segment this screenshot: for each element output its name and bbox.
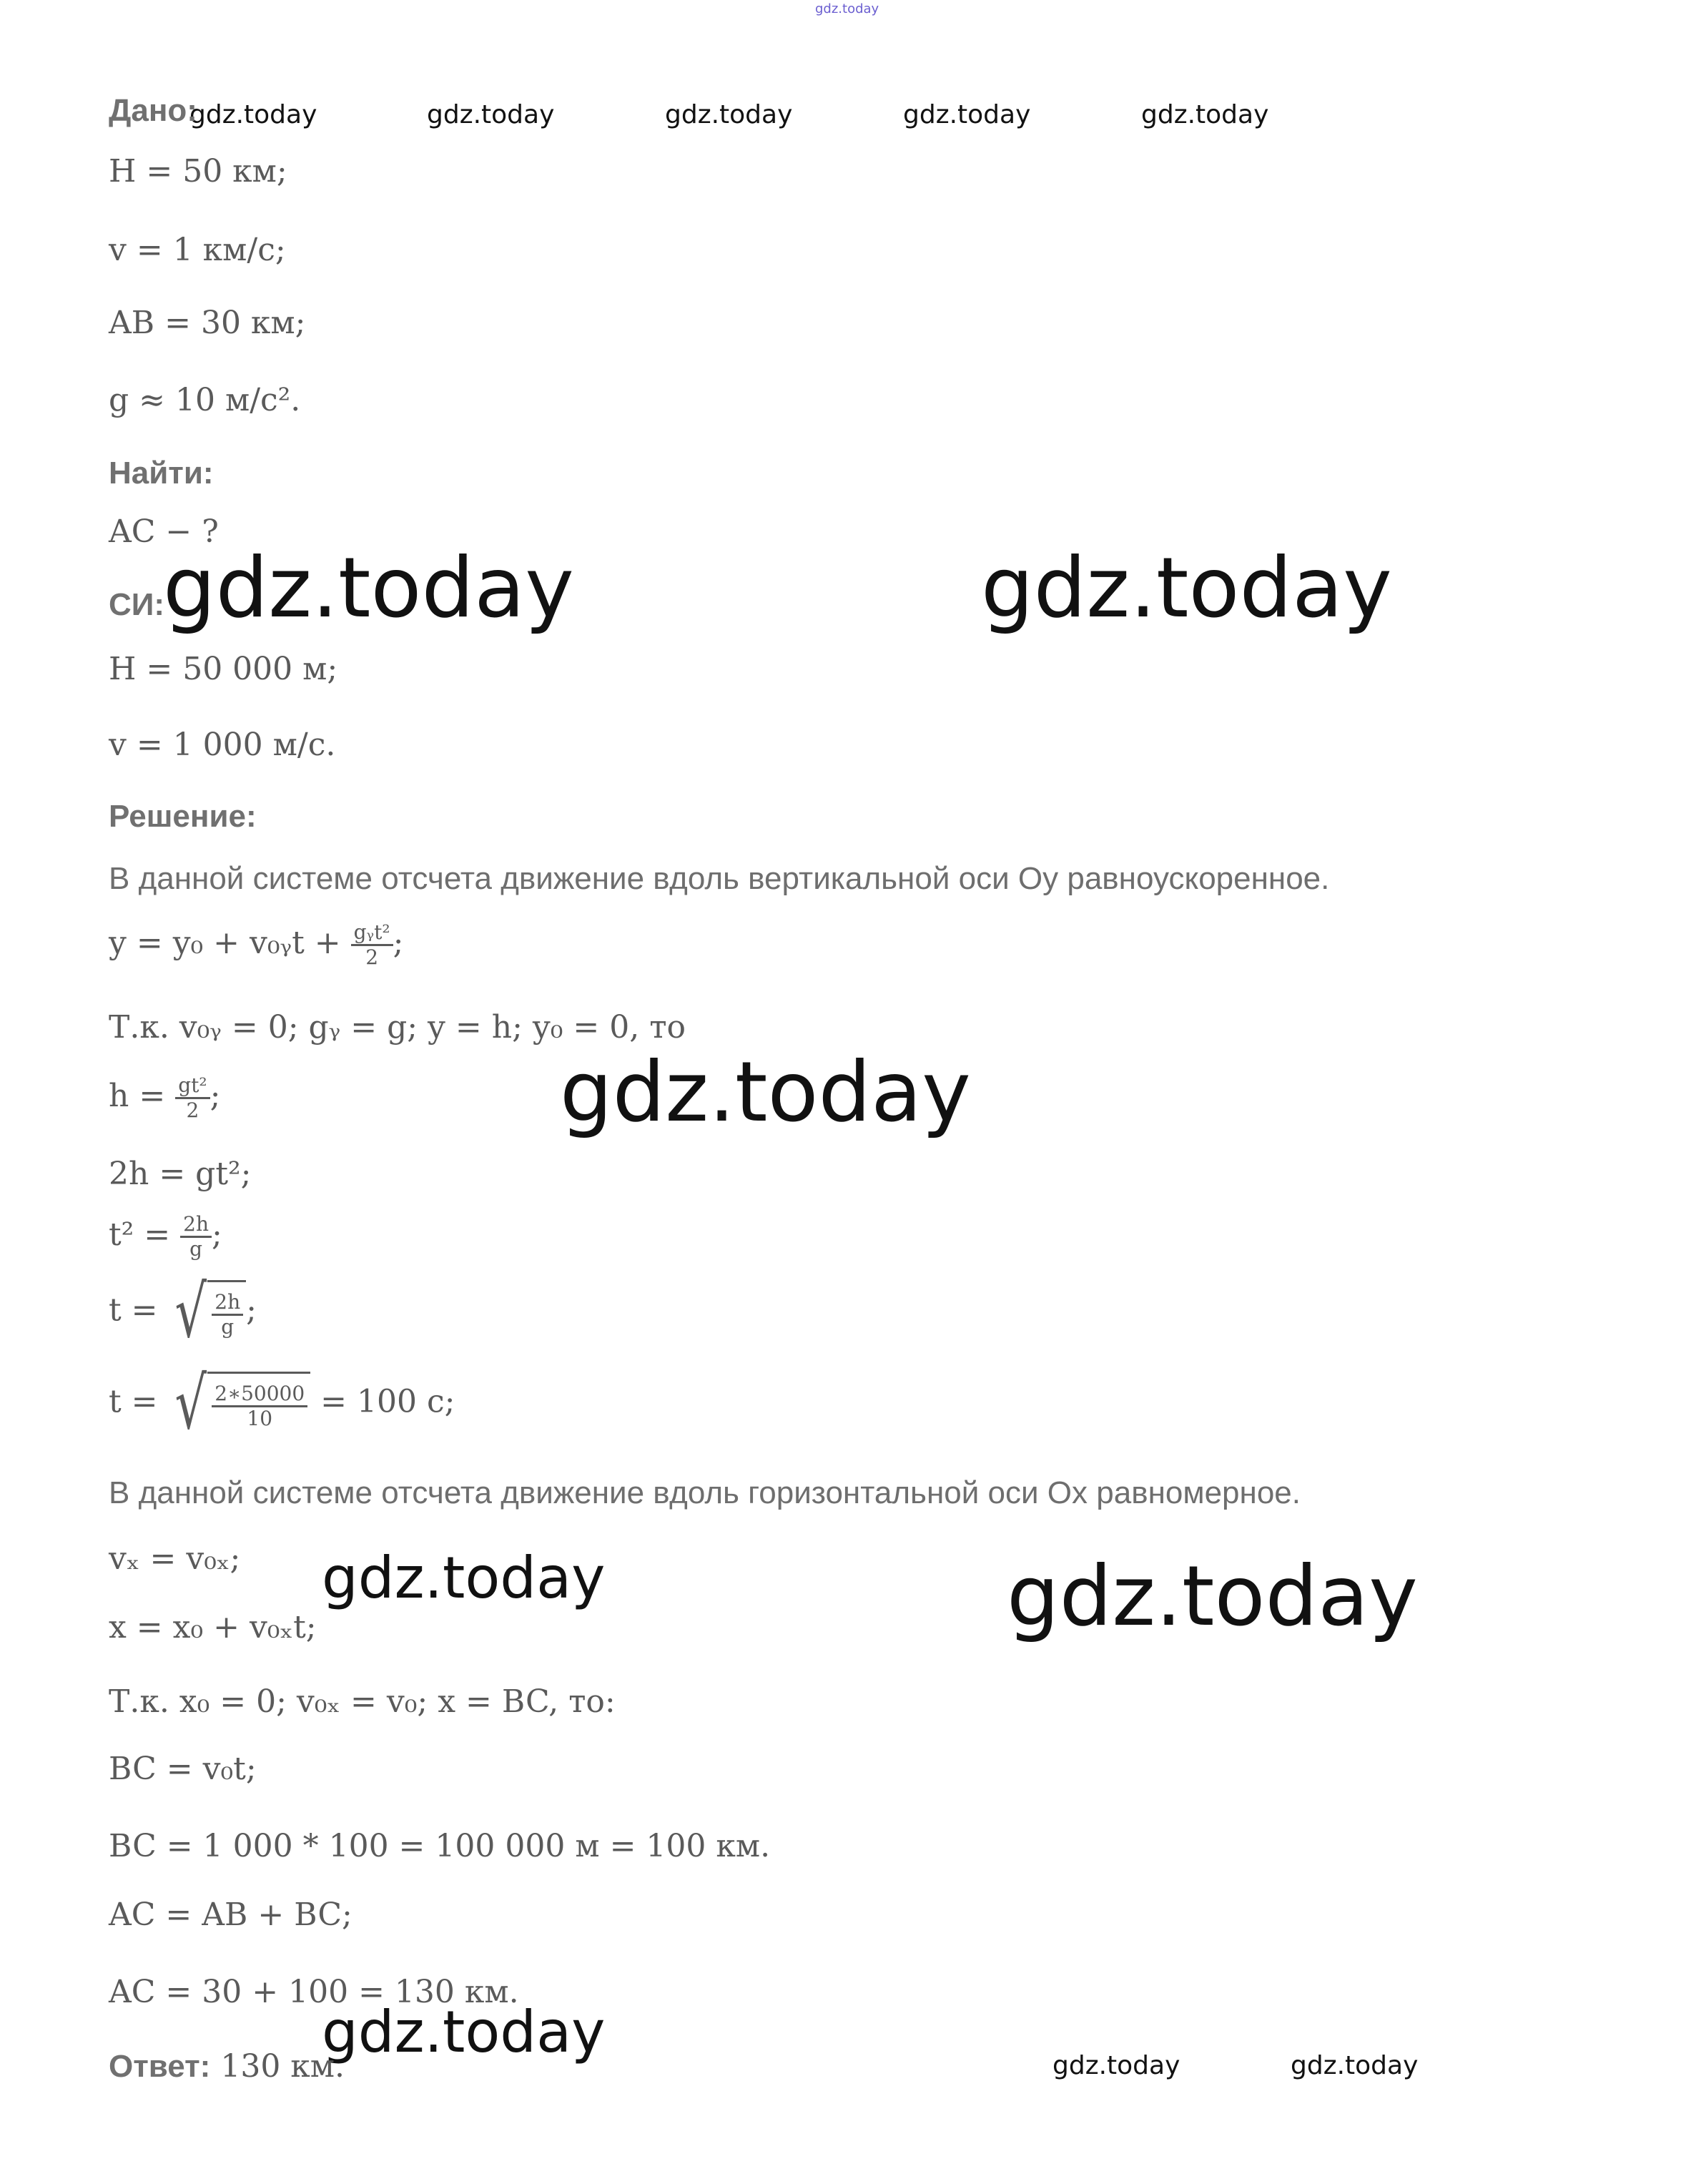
equation-y: y = y₀ + v₀ᵧt + $\frac{\text{gᵧt²}}{2}$ ; — [109, 920, 404, 970]
watermark-small: gdz.today — [903, 100, 1031, 129]
watermark-small: gdz.today — [1141, 100, 1269, 129]
given-v: v = 1 км/с; — [109, 232, 286, 268]
watermark-small: gdz.today — [1291, 2051, 1419, 2080]
si-H: H = 50 000 м; — [109, 651, 338, 687]
equation-vx: vₓ = v₀ₓ; — [109, 1540, 241, 1577]
watermark-small: gdz.today — [189, 100, 317, 129]
equation-x: x = x₀ + v₀ₓt; — [109, 1609, 317, 1646]
equation-BC-value: BC = 1 000 * 100 = 100 000 м = 100 км. — [109, 1828, 771, 1864]
given-heading: Дано: — [109, 93, 197, 128]
solution-heading: Решение: — [109, 799, 257, 834]
equation-t-root: t = √ $\frac{2h}{g}$ ; — [109, 1270, 257, 1354]
given-g: g ≈ 10 м/с². — [109, 382, 301, 418]
given-AB: AB = 30 км; — [109, 305, 306, 341]
condition-vertical: Т.к. v₀ᵧ = 0; gᵧ = g; y = h; y₀ = 0, то — [109, 1009, 686, 1046]
watermark-small: gdz.today — [427, 100, 555, 129]
equation-t-squared: t² = $\frac{2h}{g}$ ; — [109, 1212, 222, 1261]
answer-value: 130 км. — [210, 2048, 345, 2085]
equation-2h: 2h = gt²; — [109, 1156, 252, 1192]
equation-t-value: t = √ $\frac{2∗50000}{10}$ = 100 с; — [109, 1362, 455, 1445]
watermark-small: gdz.today — [1052, 2051, 1180, 2080]
watermark-medium: gdz.today — [322, 1545, 606, 1611]
si-v: v = 1 000 м/с. — [109, 727, 336, 763]
watermark-top: gdz.today — [815, 1, 879, 16]
watermark-large: gdz.today — [1007, 1548, 1418, 1645]
equation-AC: AC = AB + BC; — [109, 1897, 353, 1933]
solution-text-vertical: В данной системе отсчета движение вдоль вертикальной оси Oy равноускоренное. — [109, 861, 1330, 896]
answer — [109, 2048, 345, 2085]
equation-h: h = $\frac{\text{gt²}}{2}$ ; — [109, 1073, 221, 1123]
solution-text-horizontal: В данной системе отсчета движение вдоль горизонтальной оси Ox равномерное. — [109, 1475, 1301, 1510]
watermark-medium: gdz.today — [322, 1999, 606, 2065]
equation-AC-value: AC = 30 + 100 = 130 км. — [109, 1974, 519, 2010]
condition-horizontal: Т.к. x₀ = 0; v₀ₓ = v₀; x = BC, то: — [109, 1683, 616, 1720]
watermark-large: gdz.today — [981, 540, 1392, 636]
watermark-small: gdz.today — [665, 100, 793, 129]
find-AC: AC − ? — [109, 513, 219, 550]
watermark-large: gdz.today — [163, 540, 574, 636]
equation-BC: BC = v₀t; — [109, 1751, 257, 1787]
watermark-large: gdz.today — [560, 1044, 971, 1141]
find-heading: Найти: — [109, 456, 214, 491]
si-heading: СИ: — [109, 587, 165, 622]
answer-label: Ответ: — [109, 2049, 211, 2084]
given-H: H = 50 км; — [109, 153, 287, 190]
